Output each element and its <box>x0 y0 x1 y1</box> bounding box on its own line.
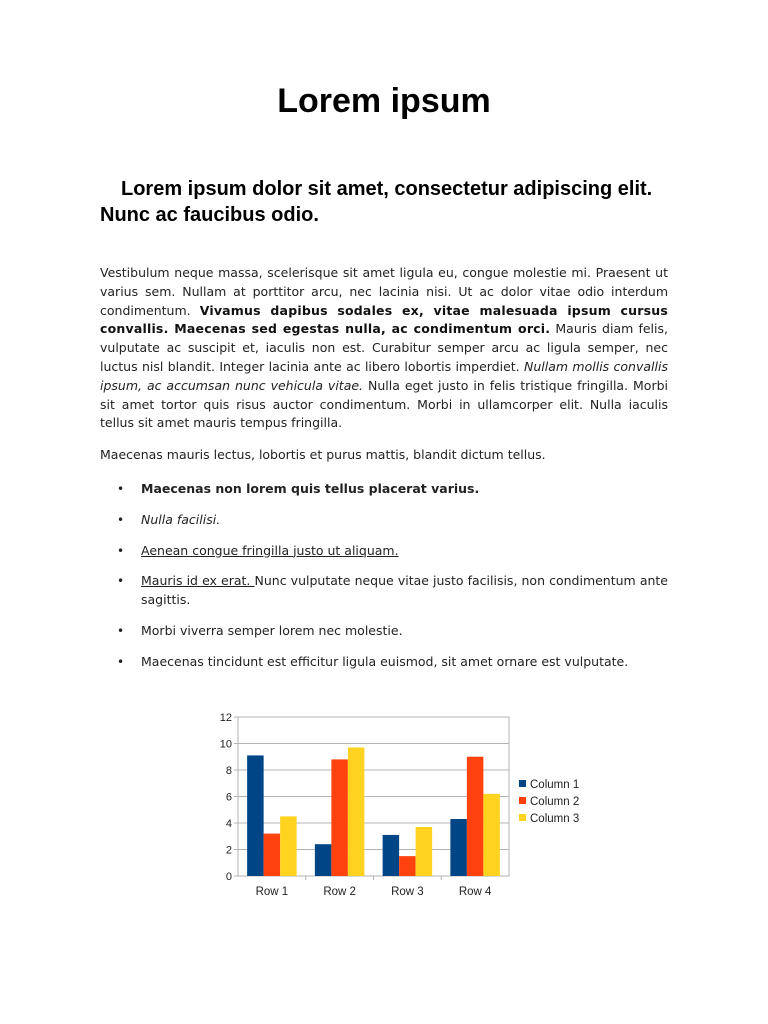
y-tick-label: 4 <box>225 818 232 830</box>
bullet-link[interactable]: Mauris id ex erat. <box>141 573 255 589</box>
bar <box>467 757 484 876</box>
bar <box>450 819 467 876</box>
body-paragraph-2: Maecenas mauris lectus, lobortis et purus mattis, blandit dictum tellus. <box>100 447 546 462</box>
bar <box>416 827 433 876</box>
x-tick-label: Row 4 <box>458 886 492 898</box>
bar <box>264 834 281 876</box>
bullet-text: Nunc vulputate neque vitae justo facilisis, non condimentum ante sagittis. <box>141 573 668 608</box>
legend-swatch <box>519 814 526 821</box>
legend-label: Column 1 <box>530 779 580 791</box>
body-paragraph-1 <box>100 264 668 433</box>
bar <box>348 747 365 876</box>
bullet-list <box>100 480 668 684</box>
list-item <box>100 572 668 610</box>
bar <box>315 844 332 876</box>
bar-chart <box>208 705 598 905</box>
bar <box>247 755 264 876</box>
bullet-icon: • <box>117 654 125 669</box>
bullet-icon: • <box>117 623 125 638</box>
bullet-text-underlined: Aenean congue fringilla justo ut aliquam. <box>141 542 399 558</box>
y-tick-label: 8 <box>225 765 232 777</box>
list-item <box>100 480 668 499</box>
legend-label: Column 3 <box>530 813 580 825</box>
y-tick-label: 0 <box>225 871 232 883</box>
x-tick-label: Row 3 <box>391 886 424 898</box>
y-tick-label: 12 <box>219 712 232 724</box>
document-subtitle: Lorem ipsum dolor sit amet, consectetur adipiscing elit. Nunc ac faucibus odio. <box>100 178 653 226</box>
list-item <box>100 622 668 641</box>
legend-swatch <box>519 797 526 804</box>
y-tick-label: 6 <box>225 791 232 804</box>
list-item <box>100 653 668 672</box>
para1-text-b: Mauris diam felis, vulputate ac suscipit et, iaculis non est. Curabitur semper arcu ac ligula semper, nec luctus nisl blandit. Integer lacinia ante ac libero lobortis imperdiet. <box>100 321 668 374</box>
legend-swatch <box>519 780 526 787</box>
legend-label: Column 2 <box>530 796 580 808</box>
y-tick-label: 10 <box>219 738 232 751</box>
bar <box>331 759 348 876</box>
bullet-text-italic: Nulla facilisi. <box>141 511 221 527</box>
bullet-text-bold: Maecenas non lorem quis tellus placerat varius. <box>141 481 480 496</box>
para1-text-c: Nulla eget justo in felis tristique fringilla. Morbi sit amet tortor quis risus auctor condimentum. Morbi in ullamcorper elit. Nulla iaculis tellus sit amet mauris tempus fringilla. <box>100 377 668 431</box>
y-tick-label: 2 <box>225 844 232 857</box>
bar <box>399 856 416 876</box>
bullet-text: Morbi viverra semper lorem nec molestie. <box>141 622 403 638</box>
bullet-icon: • <box>117 512 125 527</box>
para1-bold-text: Vivamus dapibus sodales ex, vitae malesuada ipsum cursus convallis. Maecenas sed egestas nulla, ac condimentum orci. <box>100 302 669 337</box>
bar <box>483 794 500 876</box>
x-tick-label: Row 2 <box>323 886 356 898</box>
para1-text-a: Vestibulum neque massa, scelerisque sit amet ligula eu, congue molestie mi. Praesent ut varius sem. Nullam at porttitor arcu, nec lacinia nisi. Ut ac dolor vitae odio interdum condimentum. <box>100 265 668 318</box>
bar <box>383 835 400 876</box>
bullet-icon: • <box>117 482 125 496</box>
bullet-text: Maecenas tincidunt est efficitur ligula euismod, sit amet ornare est vulputate. <box>141 653 629 669</box>
list-item <box>100 511 668 530</box>
bullet-icon: • <box>117 543 125 558</box>
bar <box>280 816 297 876</box>
bullet-icon: • <box>117 574 125 589</box>
document-title: Lorem ipsum <box>277 82 491 120</box>
x-tick-label: Row 1 <box>255 886 289 898</box>
list-item <box>100 542 668 561</box>
para1-italic-text: Nullam mollis convallis ipsum, ac accumsan nunc vehicula vitae. <box>100 358 668 393</box>
